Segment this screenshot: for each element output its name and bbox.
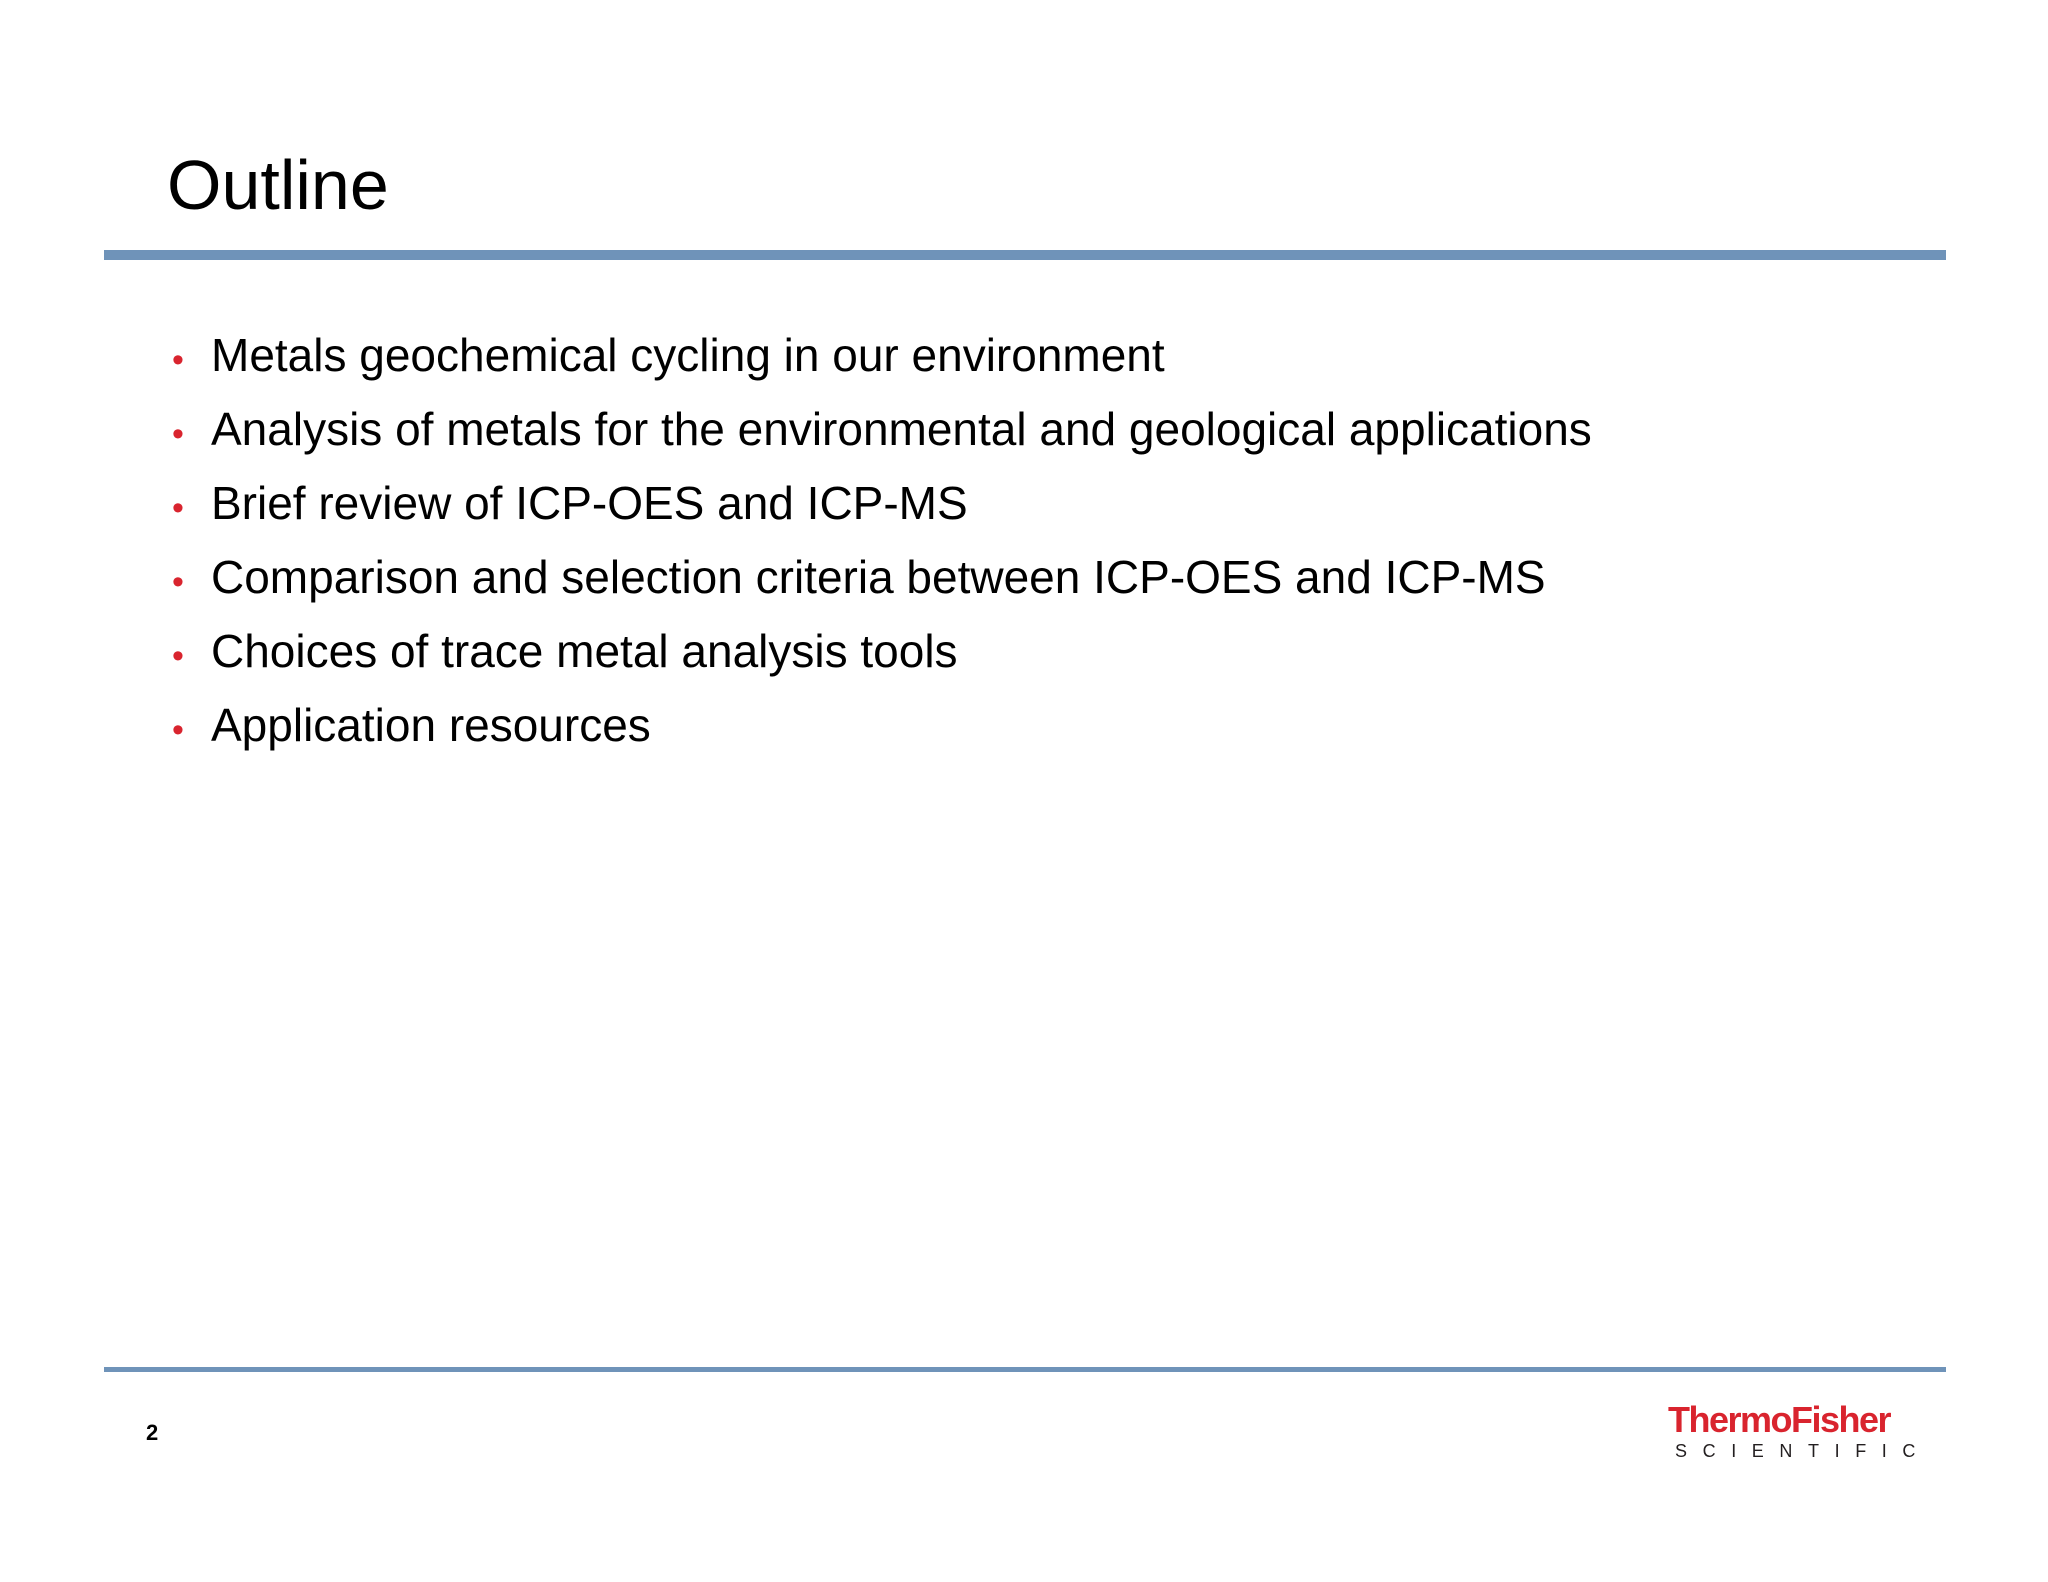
outline-list bbox=[172, 318, 1592, 762]
bullet-icon: • bbox=[172, 711, 184, 749]
bullet-icon: • bbox=[172, 489, 184, 527]
outline-item bbox=[172, 540, 1592, 614]
outline-item bbox=[172, 392, 1592, 466]
outline-item-text: Comparison and selection criteria between ICP-OES and ICP-MS bbox=[211, 551, 1546, 603]
outline-item-text: Application resources bbox=[211, 699, 651, 751]
outline-item bbox=[172, 688, 1592, 762]
outline-item-text: Metals geochemical cycling in our environment bbox=[211, 329, 1165, 381]
outline-item-text: Choices of trace metal analysis tools bbox=[211, 625, 958, 677]
page-number: 2 bbox=[146, 1420, 159, 1445]
title-divider bbox=[104, 250, 1946, 260]
outline-item bbox=[172, 466, 1592, 540]
outline-item bbox=[172, 614, 1592, 688]
bullet-icon: • bbox=[172, 341, 184, 379]
outline-item-text: Brief review of ICP-OES and ICP-MS bbox=[211, 477, 968, 529]
logo-wordmark: ThermoFisher bbox=[1668, 1399, 1891, 1440]
logo-subtitle: SCIENTIFIC bbox=[1675, 1441, 1932, 1461]
outline-item bbox=[172, 318, 1592, 392]
bullet-icon: • bbox=[172, 637, 184, 675]
slide-title: Outline bbox=[167, 146, 389, 224]
thermo-fisher-logo bbox=[1668, 1399, 1932, 1462]
outline-item-text: Analysis of metals for the environmental and geological applications bbox=[211, 403, 1592, 455]
bullet-icon: • bbox=[172, 563, 184, 601]
bullet-icon: • bbox=[172, 415, 184, 453]
footer-divider bbox=[104, 1367, 1946, 1372]
